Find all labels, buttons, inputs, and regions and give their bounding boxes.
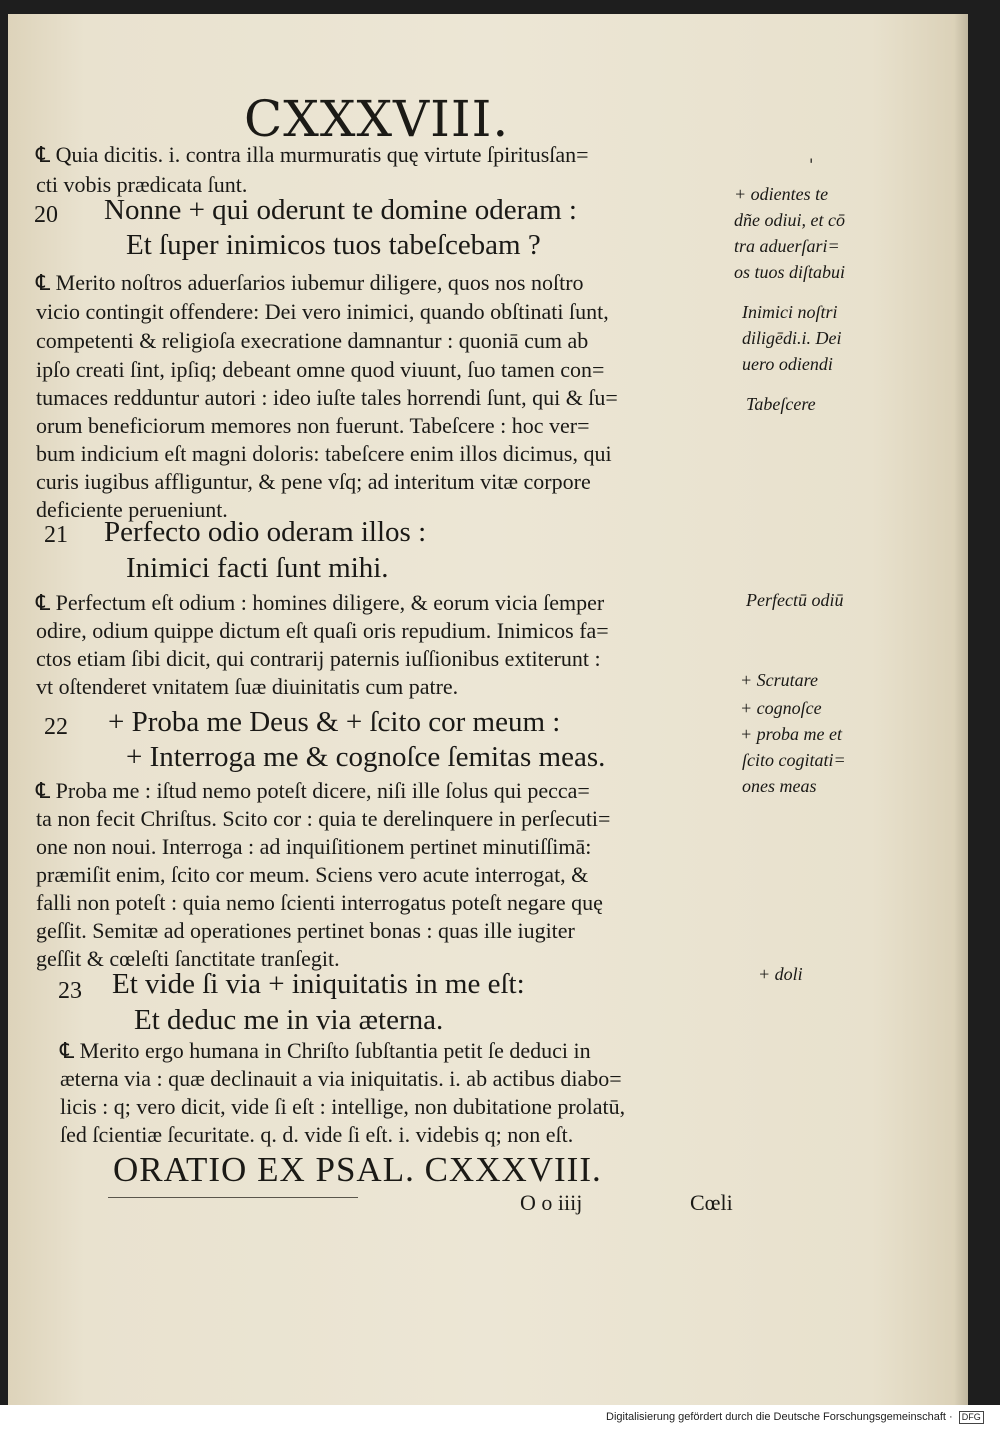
commentary-line: bum indicium eſt magni doloris: tabeſcere enim illos dicimus, qui [36,441,612,466]
marginal-gloss: Tabeſcere [746,394,816,414]
commentary-line: ta non fecit Chriſtus. Scito cor : quia te derelinquere in perſecuti= [36,806,611,831]
commentary-line: æterna via : quæ declinauit a via iniquitatis. i. ab actibus diabo= [60,1066,622,1091]
commentary-line: ℄ Merito ergo humana in Chriſto ſubſtantia petit ſe deduci in [60,1038,591,1063]
commentary-line: ipſo creati ſint, ipſiq; debeant omne quod viuunt, ſuo tamen con= [36,357,605,382]
commentary-line: geſſit. Semitæ ad operationes pertinet bonas : quas ille iugiter [36,918,575,943]
verse-line: Nonne + qui oderunt te domine oderam : [104,194,577,226]
commentary-line: ℄ Merito noſtros aduerſarios iubemur diligere, quos nos noſtro [36,270,584,295]
commentary-line: curis iugibus affliguntur, & pene vſq; ad interitum vitæ corpore [36,469,591,494]
commentary-line: vicio contingit offendere: Dei vero inimici, quando obſtinati ſunt, [36,299,609,324]
commentary-line: licis : q; vero dicit, vide ſi eſt : intellige, non dubitatione prolatū, [60,1094,626,1119]
marginal-gloss: dñe odiui, et cō [734,210,845,230]
commentary-line: ℄ Quia dicitis. i. contra illa murmuratis quę virtute ſpiritusſan= [36,142,589,167]
verse-number: 21 [44,522,68,548]
marginal-gloss: + Scrutare [740,670,818,690]
commentary-line: cti vobis prædicata ſunt. [36,172,248,197]
commentary-line: tumaces redduntur autori : ideo iuſte tales horrendi ſunt, qui & ſu= [36,385,618,410]
marginal-gloss: ſcito cogitati= [742,750,846,770]
catchword: Cœli [690,1190,733,1215]
verse-line: Perfecto odio oderam illos : [104,516,427,548]
commentary-line: orum beneficiorum memores non fuerunt. Tabeſcere : hoc ver= [36,413,590,438]
commentary-line: ℄ Perfectum eſt odium : homines diligere, & eorum vicia ſemper [36,590,605,615]
marginal-gloss: + doli [758,964,803,984]
running-head: CXXXVIII. [244,90,510,148]
verse-line: + Proba me Deus & + ſcito cor meum : [108,706,561,738]
verse-number: 23 [58,978,82,1004]
credit-text: Digitalisierung gefördert durch die Deutsche Forschungsgemeinschaft · [606,1411,953,1423]
marginal-gloss: tra aduerſari= [734,236,840,256]
verse-line: + Interroga me & cognoſce ſemitas meas. [126,741,606,773]
verse-line: Inimici facti ſunt mihi. [126,552,389,584]
signature-mark: O o iiij [520,1190,583,1215]
commentary-line: geſſit & cœleſti ſanctitate tranſegit. [36,946,340,971]
verse-number: 22 [44,714,68,740]
commentary-line: one non noui. Interroga : ad inquiſitionem pertinet minutiſſimā: [36,834,592,859]
verse-line: Et ſuper inimicos tuos tabeſcebam ? [126,229,541,261]
marginal-gloss: ones meas [742,776,817,796]
ink-mark: ' [809,155,814,174]
marginal-gloss: Perfectū odiū [746,590,844,610]
commentary-line: competenti & religioſa execratione damnantur : quoniā cum ab [36,328,589,353]
commentary-line: falli non poteſt : quia nemo ſcienti interrogatus poteſt negare quę [36,890,603,915]
commentary-line: præmiſit enim, ſcito cor meum. Sciens vero acute interrogat, & [36,862,589,887]
oration-heading: ORATIO EX PSAL. CXXXVIII. [113,1150,602,1189]
verse-number: 20 [34,202,58,228]
digitization-credit [606,1411,984,1424]
marginal-gloss: Inimici noſtri [742,302,838,322]
commentary-line: ℄ Proba me : iſtud nemo poteſt dicere, niſi ille ſolus qui pecca= [36,778,590,803]
dfg-logo: DFG [959,1411,984,1424]
commentary-line: odire, odium quippe dictum eſt quaſi oris repudium. Inimicos fa= [36,618,609,643]
divider-rule [108,1197,358,1198]
commentary-line: ſed ſcientiæ ſecuritate. q. d. vide ſi eſt. i. videbis q; non eſt. [60,1122,574,1147]
verse-line: Et deduc me in via æterna. [134,1004,444,1036]
verse-line: Et vide ſi via + iniquitatis in me eſt: [112,968,525,1000]
commentary-line: ctos etiam ſibi dicit, qui contrarij paternis iuſſionibus extiterunt : [36,646,601,671]
commentary-line: deficiente perueniunt. [36,497,228,522]
marginal-gloss: + odientes te [734,184,829,204]
book-page [8,14,968,1405]
marginal-gloss: + proba me et [740,724,842,744]
marginal-gloss: os tuos diſtabui [734,262,846,282]
marginal-gloss: diligēdi.i. Dei [742,328,842,348]
marginal-gloss: uero odiendi [742,354,833,374]
marginal-gloss: + cognoſce [740,698,822,718]
commentary-line: vt oſtenderet vnitatem ſuæ diuinitatis cum patre. [36,674,459,699]
